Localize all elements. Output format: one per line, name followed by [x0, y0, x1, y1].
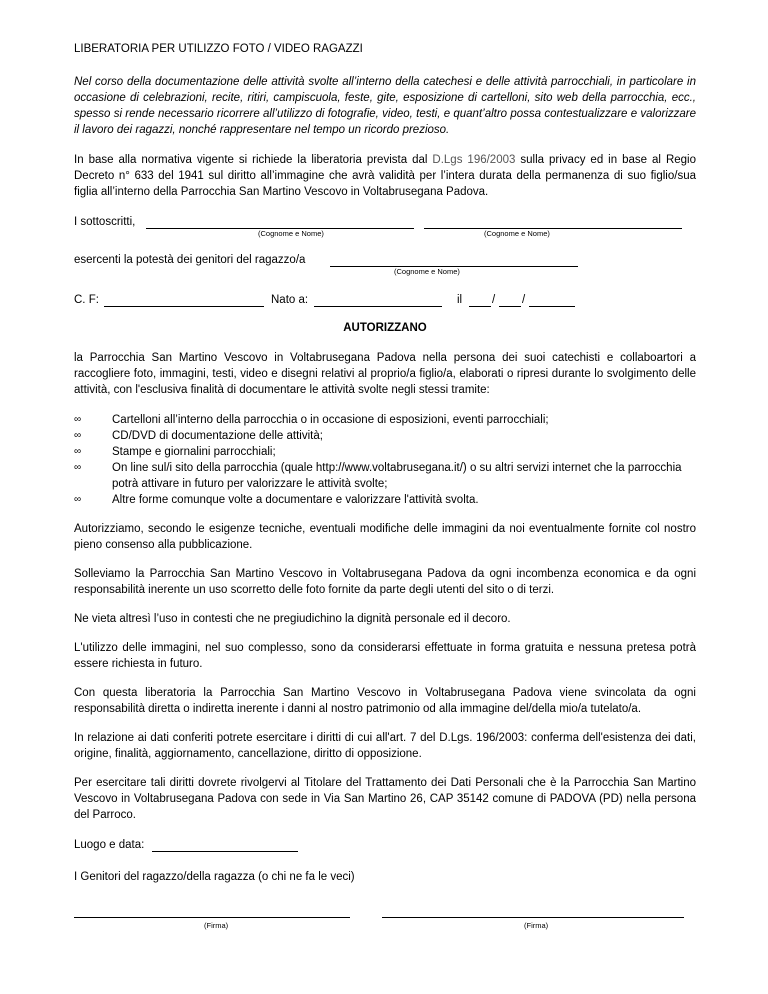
document-title: LIBERATORIA PER UTILIZZO FOTO / VIDEO RAGAZZI [74, 43, 363, 55]
gratuita-paragraph: L'utilizzo delle immagini, nel suo complesso, sono da considerarsi effettuate in forma gratuita e nessuna pretesa potrà essere richiesta in futuro. [74, 642, 696, 670]
infinity-bullet-icon: ∞ [74, 430, 82, 441]
cognome-nome-caption-1: (Cognome e Nome) [258, 229, 324, 238]
autorizzano-heading: AUTORIZZANO [343, 322, 427, 334]
intro-paragraph: Nel corso della documentazione delle attività svolte all’interno della catechesi e delle attività parrocchiali, in particolare in occasione di celebrazioni, recite, ritiri, campiscuola, feste, gite, esposizione di cartelloni, sito web della parrocchia, ecc., spesso si rende necessario ricorrere all’utilizzo di fotografie, video, testi, e quant’altro possa contestualizzare e valorizzare il lavoro dei ragazzi, nonché rappresentare nel tempo un ricordo prezioso. [74, 76, 696, 136]
infinity-bullet-icon: ∞ [74, 414, 82, 425]
usage-list [74, 412, 696, 508]
esercenti-caption-row [74, 267, 696, 284]
svincolo-paragraph: Con questa liberatoria la Parrocchia San Martino Vescovo in Voltabrusegana Padova viene svincolata da ogni responsabilità diretta o indiretta inerente i danni al nostro patrimonio od alla immagine del/della mio/a tutelato/a. [74, 687, 696, 715]
nato-label: Nato a: [271, 294, 309, 306]
list-item: ∞ On line sul/i sito della parrocchia (quale http://www.voltabrusegana.it/) o su altri servizi internet che la parrocchia potrà attivare in futuro per valorizzare le attività svolte; [74, 462, 682, 490]
esercenti-label: esercenti la potestà dei genitori del ragazzo/a [74, 254, 306, 266]
sottoscritti-label: I sottoscritti, [74, 216, 136, 228]
date-separator-2: / [522, 294, 526, 306]
list-item: ∞ Cartelloni all’interno della parrocchia o in occasione di esposizioni, eventi parrocchiali; [74, 414, 549, 426]
date-separator-1: / [492, 294, 496, 306]
norma-paragraph [74, 152, 696, 200]
luogo-data-row [74, 837, 696, 855]
modifiche-paragraph: Autorizziamo, secondo le esigenze tecniche, eventuali modifiche delle immagini da noi eventualmente fornite col nostro pieno consenso alla pubblicazione. [74, 523, 696, 551]
norma-text-after: sulla privacy ed in base al Regio Decreto n° 633 del 1941 sul diritto all’immagine che avrà validità per l’intera durata della permanenza di suo figlio/sua figlia all’interno della Parrocchia San Martino Vescovo in Voltabrusegana Padova. [74, 154, 697, 198]
signature-field-2[interactable] [382, 903, 684, 918]
infinity-bullet-icon: ∞ [74, 446, 82, 457]
norma-reference: D.Lgs 196/2003 [432, 154, 516, 166]
ragazzo-name-caption: (Cognome e Nome) [394, 267, 460, 276]
document-page [74, 41, 696, 943]
sottoscritti-captions [74, 229, 696, 250]
birthplace-field[interactable] [314, 292, 442, 307]
sottoscritti-name-field-2[interactable] [424, 214, 682, 229]
list-item: ∞ CD/DVD di documentazione delle attività; [74, 430, 323, 442]
authorization-paragraph: la Parrocchia San Martino Vescovo in Voltabrusegana Padova nella persona dei suoi catechisti e collaboartori a raccogliere foto, immagini, testi, video e disegni relativi al proprio/a figlio/a, elaborati o ripresi durante lo svolgimento delle attività, con l'esclusiva finalità di documentare le attività svolte negli stessi tramite: [74, 352, 696, 396]
luogo-data-field[interactable] [152, 837, 298, 852]
sottoscritti-row [74, 214, 696, 232]
list-item: ∞ Stampe e giornalini parrocchiali; [74, 446, 276, 458]
il-label: il [457, 294, 463, 306]
infinity-bullet-icon: ∞ [74, 462, 82, 473]
esercenti-row [74, 252, 696, 270]
cf-label: C. F: [74, 294, 99, 306]
birth-year-field[interactable] [529, 292, 575, 307]
norma-text-before: In base alla normativa vigente si richiede la liberatoria prevista dal [74, 154, 433, 166]
signature-field-1[interactable] [74, 903, 350, 918]
signature-row [74, 903, 696, 943]
solleviamo-paragraph: Solleviamo la Parrocchia San Martino Vescovo in Voltabrusegana Padova da ogni incombenza economica e da ogni responsabilità inerente un uso scorretto delle foto fornite da parte degli utenti del sito o di terzi. [74, 568, 696, 596]
ragazzo-name-field[interactable] [330, 252, 578, 267]
birth-day-field[interactable] [469, 292, 491, 307]
list-item: ∞ Altre forme comunque volte a documentare e valorizzare l'attività svolta. [74, 494, 479, 506]
genitori-label: I Genitori del ragazzo/della ragazza (o chi ne fa le veci) [74, 871, 355, 883]
firma-caption-1: (Firma) [204, 921, 229, 930]
titolare-paragraph: Per esercitare tali diritti dovrete rivolgervi al Titolare del Trattamento dei Dati Personali che è la Parrocchia San Martino Vescovo in Voltabrusegana Padova con sede in Via San Martino 26, CAP 35142 comune di PADOVA (PD) nella persona del Parroco. [74, 777, 696, 821]
luogo-data-label: Luogo e data: [74, 839, 145, 851]
divieto-paragraph: Ne vieta altresì l’uso in contesti che ne pregiudichino la dignità personale ed il decoro. [74, 613, 511, 625]
codice-fiscale-field[interactable] [104, 292, 264, 307]
birth-month-field[interactable] [499, 292, 521, 307]
infinity-bullet-icon: ∞ [74, 494, 82, 505]
firma-caption-2: (Firma) [524, 921, 549, 930]
cf-row [74, 292, 696, 310]
diritti-paragraph: In relazione ai dati conferiti potrete esercitare i diritti di cui all'art. 7 del D.Lgs. 196/2003: conferma dell'esistenza dei dati, origine, finalità, aggiornamento, cancellazione, diritto di opposizione. [74, 732, 696, 760]
sottoscritti-name-field-1[interactable] [146, 214, 414, 229]
cognome-nome-caption-2: (Cognome e Nome) [484, 229, 550, 238]
